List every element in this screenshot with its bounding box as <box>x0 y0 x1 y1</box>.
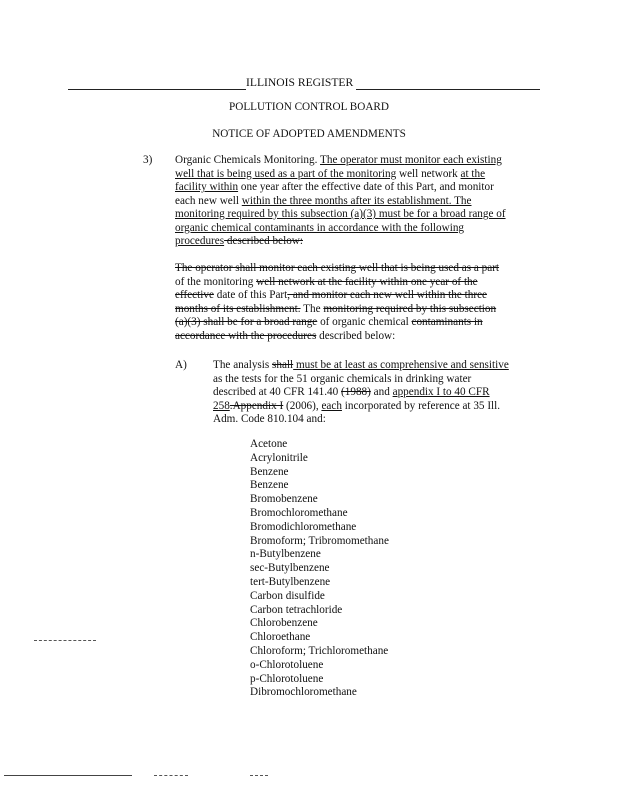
list-item: n-Butylbenzene <box>250 548 321 561</box>
p1-l4-a: each new well <box>175 194 242 207</box>
p1-l5-a: monitoring required by this subsection (a)(3) must be for a broad range of <box>175 208 506 220</box>
list-item: Acrylonitrile <box>250 451 308 464</box>
p1-l2-c: at the <box>460 167 486 180</box>
sa-l4-b: .Appendix I <box>229 399 284 412</box>
list-item: Chlorobenzene <box>250 617 318 630</box>
p2-l4-c: monitoring required by this subsection <box>323 302 497 315</box>
p2-l4-a: months of its establishment. <box>175 302 301 315</box>
p2-l6-b: described below: <box>316 329 396 342</box>
p1-l1-a: The operator must <box>320 154 405 166</box>
sa-l4-d: each <box>321 399 342 412</box>
list-item: Bromodichloromethane <box>250 520 357 533</box>
footer-rule-left <box>4 775 132 776</box>
register-title: ILLINOIS REGISTER <box>246 76 354 89</box>
sa-l3-b: (1988) <box>341 386 371 398</box>
p2-l1-a: The operator shall monitor each existing well that is being used as a part <box>175 262 500 274</box>
list-item: Bromoform; Tribromomethane <box>250 534 389 547</box>
p2-l6-a: accordance with the procedures <box>175 329 317 342</box>
list-item: Dibromochloromethane <box>250 686 357 699</box>
p1-line-6 <box>175 222 464 236</box>
p2-line-6 <box>175 330 395 344</box>
sub-a-line-2 <box>213 373 471 387</box>
sa-l1-b: shall <box>272 359 294 371</box>
sa-l3-c: and <box>370 386 393 398</box>
p1-l1-b: monitor each existing <box>404 154 502 166</box>
p1-l3-b: one year after the effective date of this Part, and monitor <box>238 181 494 193</box>
p1-l4-b: within the three months after its establishment. The <box>241 194 472 207</box>
sub-a-line-1 <box>213 359 509 373</box>
p1-line-7 <box>175 235 303 249</box>
sa-l2-a: as the tests for the 51 organic chemicals in drinking water <box>213 372 472 385</box>
p1-line-2 <box>175 168 485 182</box>
sub-a-line-5 <box>213 413 326 427</box>
p2-l3-c: , and monitor each new well within the three <box>287 289 488 301</box>
p2-l2-a: of the monitoring <box>175 275 257 288</box>
p2-line-3 <box>175 289 487 303</box>
list-item: Chloroethane <box>250 631 311 644</box>
sa-l3-d: appendix I to 40 CFR <box>392 386 490 398</box>
board-title: POLLUTION CONTROL BOARD <box>229 101 389 113</box>
list-item: Acetone <box>250 438 288 450</box>
p2-line-4 <box>175 303 496 317</box>
footer-artifact-right <box>250 775 268 777</box>
p1-l3-a: facility within <box>175 181 239 193</box>
sa-l5-a: Adm. Code 810.104 and: <box>213 413 326 425</box>
p2-l3-b: date of this Part <box>213 289 288 301</box>
list-item: Benzene <box>250 479 289 492</box>
header-rule-right <box>356 89 540 90</box>
sa-l1-c: must be at least as comprehensive and sensitive <box>293 359 509 371</box>
p2-l5-a: (a)(3) shall be for a broad range <box>175 316 318 328</box>
list-item: Carbon tetrachloride <box>250 603 343 616</box>
list-item: o-Chlorotoluene <box>250 658 324 671</box>
sub-a-line-4 <box>213 400 500 414</box>
p1-line-1 <box>175 154 502 168</box>
list-item: sec-Butylbenzene <box>250 562 330 575</box>
header-rule-left <box>68 89 246 90</box>
list-item: Chloroform; Trichloromethane <box>250 644 389 657</box>
p1-l7-b: described below: <box>224 235 303 247</box>
list-item: p-Chlorotoluene <box>250 672 324 685</box>
list-item: Carbon disulfide <box>250 589 325 602</box>
sa-l4-a: 258 <box>213 399 230 412</box>
p2-line-5 <box>175 316 483 330</box>
chemical-list <box>250 438 389 700</box>
notice-title: NOTICE OF ADOPTED AMENDMENTS <box>212 128 406 140</box>
sa-l1-a: The analysis <box>213 359 273 371</box>
list-item: Benzene <box>250 465 289 478</box>
p1-line-4 <box>175 195 472 209</box>
p1-line-5 <box>175 208 506 222</box>
p2-line-2 <box>175 276 478 290</box>
p2-l2-b: well network at the facility within one year of the <box>256 275 478 288</box>
item-label: 3) <box>143 154 153 166</box>
p1-l2-b: well network <box>396 167 461 180</box>
footer-artifact-mid <box>154 775 188 777</box>
p1-l7-a: procedures <box>175 235 225 247</box>
p1-l6-a: organic chemical contaminants in accordance with the following <box>175 221 465 234</box>
sub-a-label: A) <box>175 359 187 371</box>
list-item: Bromochloromethane <box>250 506 348 519</box>
list-item: Bromobenzene <box>250 493 318 506</box>
sa-l4-e: incorporated by reference at 35 Ill. <box>341 399 501 412</box>
p2-line-1 <box>175 262 499 276</box>
p2-l5-c: contaminants in <box>411 316 483 328</box>
sa-l3-a: described at 40 CFR 141.40 <box>213 386 342 398</box>
sa-l4-c: (2006), <box>283 399 322 412</box>
scan-artifact-left <box>34 640 96 642</box>
p2-l4-b: The <box>300 302 324 315</box>
p2-l3-a: effective <box>175 289 214 301</box>
list-item: tert-Butylbenzene <box>250 575 331 588</box>
p1-line-3 <box>175 181 494 195</box>
p2-l5-b: of organic chemical <box>317 316 412 328</box>
p1-l2-a: well that is being used as a part of the monitoring <box>175 167 397 180</box>
item-title: Organic Chemicals Monitoring. <box>175 154 318 166</box>
sub-a-line-3 <box>213 386 490 400</box>
